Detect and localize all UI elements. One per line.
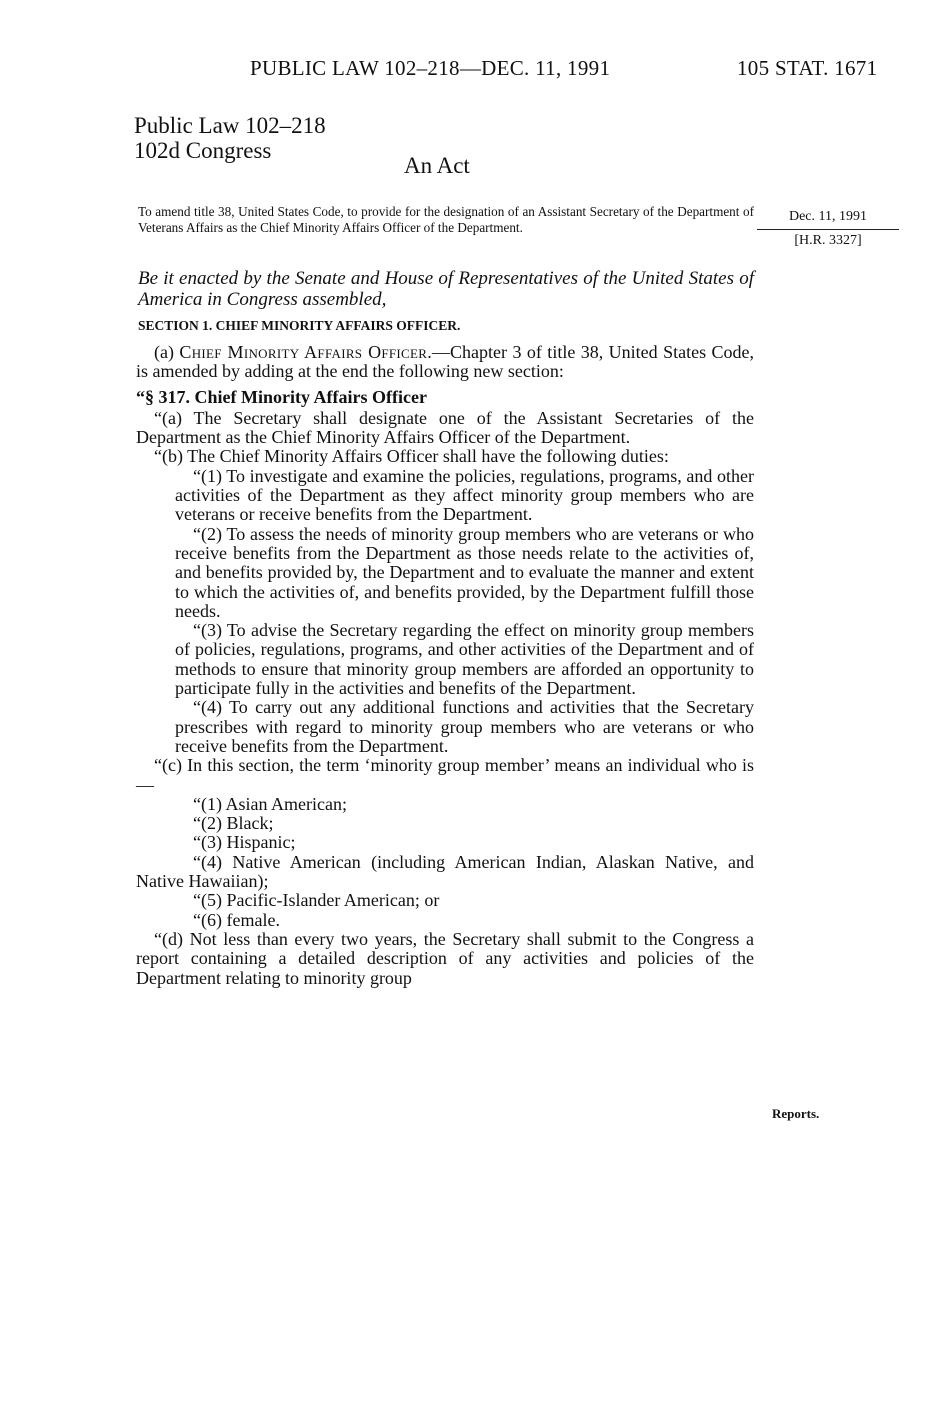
bill-number: [H.R. 3327] [794,233,862,248]
law-body [136,343,754,988]
subsection-a-label: (a) [154,342,180,362]
code-section-heading: “§ 317. Chief Minority Affairs Officer [136,386,427,407]
public-law-number: Public Law 102–218 [134,113,326,138]
group-item: “(2) Black; [193,813,274,834]
running-head: PUBLIC LAW 102–218—DEC. 11, 1991 [250,56,611,80]
group-item: “(6) female. [193,909,280,930]
subsection-a [136,343,754,382]
code-subsection-c: “(c) In this section, the term ‘minority group member’ means an individual who is— [136,755,754,795]
reports-margin-note: Reports. [772,1106,820,1121]
duty-item: “(4) To carry out any additional functions and activities that the Secretary prescribes with regard to minority group members who are veterans or who receive benefits from the Department. [175,697,754,756]
duty-item: “(3) To advise the Secretary regarding the effect on minority group members of policies, regulations, programs, and other activities of the Department and of methods to ensure that minority group members are afforded an opportunity to participate fully in the activities and benefits of the Department. [175,620,754,699]
congress-label: 102d Congress [134,138,272,163]
code-subsection-d: “(d) Not less than every two years, the Secretary shall submit to the Congress a report containing a detailed description of any activities and policies of the Department relating to minority group [136,928,754,988]
group-item: “(3) Hispanic; [193,832,296,853]
section-heading: SECTION 1. CHIEF MINORITY AFFAIRS OFFICER. [138,318,461,333]
enactment-date: Dec. 11, 1991 [788,209,868,224]
enacting-clause: Be it enacted by the Senate and House of Representatives of the United States of America in Congress assembled, [138,268,754,310]
subsection-a-text: —Chapter 3 of title 38, United States Code, is amended by adding at the end the following new section: [136,342,755,382]
duty-item: “(1) To investigate and examine the policies, regulations, programs, and other activities of the Department as they affect minority group members who are veterans or receive benefits from the Department. [175,465,754,525]
code-subsection-b: “(b) The Chief Minority Affairs Officer shall have the following duties: [154,446,669,467]
group-item: “(4) Native American (including American Indian, Alaskan Native, and Native Hawaiian); [136,851,754,892]
act-title: An Act [404,153,470,178]
purpose-statement: To amend title 38, United States Code, to provide for the designation of an Assistant Secretary of the Department of Veterans Affairs as the Chief Minority Affairs Officer of the Department. [138,204,754,235]
margin-rule [757,229,899,230]
subsection-a-caption: Chief Minority Affairs Officer. [179,342,433,362]
duty-item: “(2) To assess the needs of minority group members who are veterans or who receive benefits from the Department as those needs relate to the activities of, and benefits provided by, the Department and to evaluate the manner and extent to which the activities of, and benefits provided, by the Department fulfill those needs. [175,523,754,621]
group-item: “(5) Pacific-Islander American; or [193,890,440,911]
group-item: “(1) Asian American; [193,793,347,814]
page-reference: 105 STAT. 1671 [737,56,878,80]
code-subsection-a: “(a) The Secretary shall designate one of the Assistant Secretaries of the Department as the Chief Minority Affairs Officer of the Department. [136,407,754,448]
